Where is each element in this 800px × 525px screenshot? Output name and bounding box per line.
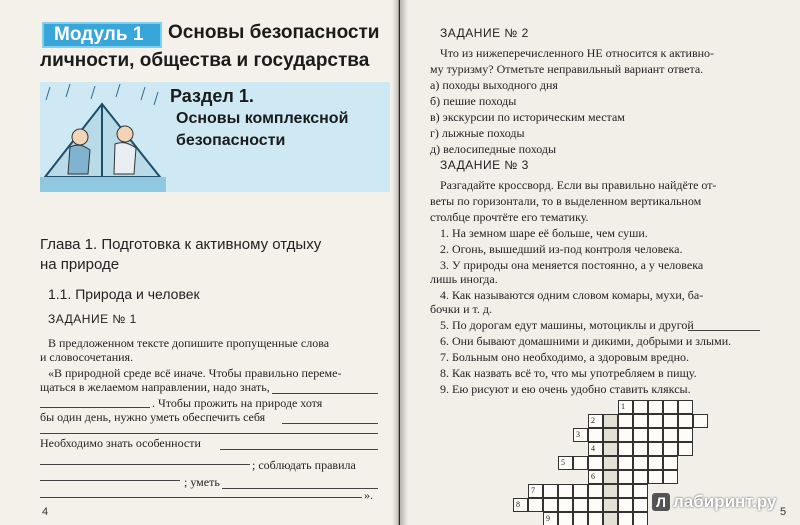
- crossword-cell[interactable]: [588, 484, 603, 498]
- blank-6[interactable]: [40, 464, 250, 465]
- book-gutter: [392, 0, 408, 525]
- crossword-cell[interactable]: [693, 414, 708, 428]
- crossword-cell[interactable]: [558, 484, 573, 498]
- crossword-cell[interactable]: [618, 442, 633, 456]
- crossword-cell[interactable]: [573, 498, 588, 512]
- crossword-cell[interactable]: [573, 456, 588, 470]
- crossword-cell[interactable]: [558, 512, 573, 525]
- watermark-mark-icon: Л: [652, 493, 670, 511]
- crossword-cell[interactable]: [603, 470, 618, 484]
- clue-3-cont: лишь иногда.: [430, 272, 498, 286]
- task-1-instruction-1: В предложенном тексте допишите пропущенные слова: [48, 336, 330, 350]
- task-2-question-2: му туризму? Отметьте неправильный вариант ответа.: [430, 62, 704, 76]
- clue-4: 4. Как называются одним словом комары, мухи, ба-: [440, 288, 704, 302]
- crossword-row-number: 5: [561, 458, 565, 467]
- task-2-question-1: Что из нижеперечисленного НЕ относится к активно-: [440, 46, 715, 60]
- crossword-cell[interactable]: [678, 400, 693, 414]
- crossword-cell[interactable]: [603, 456, 618, 470]
- chapter-title-line-2: на природе: [40, 256, 120, 273]
- clue-5-blank[interactable]: [688, 330, 760, 331]
- crossword-cell[interactable]: [663, 400, 678, 414]
- crossword-cell[interactable]: [543, 498, 558, 512]
- crossword-cell[interactable]: [663, 442, 678, 456]
- clue-8: 8. Как назвать всё то, что мы употребляем в пищу.: [440, 366, 697, 380]
- crossword-cell[interactable]: [543, 484, 558, 498]
- crossword-cell[interactable]: [603, 484, 618, 498]
- crossword-cell[interactable]: [618, 428, 633, 442]
- crossword-row-number: 8: [516, 500, 520, 509]
- crossword-row-number: 1: [621, 402, 625, 411]
- crossword-cell[interactable]: [663, 456, 678, 470]
- crossword-cell[interactable]: [588, 456, 603, 470]
- task-2-option-b[interactable]: б) пешие походы: [430, 94, 517, 108]
- task-2-option-a[interactable]: а) походы выходного дня: [430, 78, 558, 92]
- crossword-cell[interactable]: [588, 428, 603, 442]
- crossword-row-number: 4: [591, 444, 595, 453]
- crossword-cell[interactable]: [648, 428, 663, 442]
- crossword-cell[interactable]: [528, 498, 543, 512]
- clue-6: 6. Они бывают домашними и дикими, добрыми и злыми.: [440, 334, 732, 348]
- crossword-cell[interactable]: [633, 400, 648, 414]
- page-number-left: 4: [42, 506, 49, 518]
- crossword-cell[interactable]: [633, 484, 648, 498]
- clue-7: 7. Больным оно необходимо, а здоровым вредно.: [440, 350, 690, 364]
- crossword-cell[interactable]: [618, 456, 633, 470]
- crossword-cell[interactable]: [633, 512, 648, 525]
- crossword-cell[interactable]: [678, 442, 693, 456]
- crossword-cell[interactable]: [633, 442, 648, 456]
- blank-9[interactable]: [40, 497, 362, 498]
- task-1-instruction-2: и словосочетания.: [40, 350, 134, 364]
- right-page: [400, 0, 800, 525]
- clue-3: 3. У природы она меняется постоянно, а у человека: [440, 258, 704, 272]
- crossword-cell[interactable]: [633, 428, 648, 442]
- text-line-7: ; уметь: [184, 475, 220, 489]
- task-2-option-c[interactable]: в) экскурсии по историческим местам: [430, 110, 625, 124]
- task-2-title: ЗАДАНИЕ № 2: [440, 26, 529, 40]
- crossword-cell[interactable]: [618, 512, 633, 525]
- blank-2[interactable]: [40, 407, 150, 408]
- crossword-cell[interactable]: [603, 512, 618, 525]
- crossword-cell[interactable]: [573, 484, 588, 498]
- crossword-cell[interactable]: [588, 512, 603, 525]
- watermark-text: лабиринт.ру: [673, 492, 777, 511]
- blank-7[interactable]: [40, 480, 180, 481]
- blank-8[interactable]: [222, 488, 378, 489]
- task-2-option-e[interactable]: д) велосипедные походы: [430, 142, 557, 156]
- blank-1[interactable]: [272, 393, 378, 394]
- crossword-cell[interactable]: [618, 414, 633, 428]
- crossword-cell[interactable]: [648, 442, 663, 456]
- crossword-cell[interactable]: [663, 470, 678, 484]
- crossword-cell[interactable]: [648, 456, 663, 470]
- blank-3[interactable]: [282, 423, 378, 424]
- crossword-cell[interactable]: [633, 456, 648, 470]
- crossword-row-number: 2: [591, 416, 595, 425]
- crossword-cell[interactable]: [648, 400, 663, 414]
- watermark-logo: [652, 492, 776, 512]
- crossword-cell[interactable]: [588, 498, 603, 512]
- task-3-intro-1: Разгадайте кроссворд. Если вы правильно найдёте от-: [440, 178, 717, 192]
- subsection-title: 1.1. Природа и человек: [48, 286, 200, 302]
- crossword-cell[interactable]: [603, 428, 618, 442]
- crossword-cell[interactable]: [663, 428, 678, 442]
- crossword-cell[interactable]: [633, 470, 648, 484]
- section-label: Раздел 1.: [170, 86, 254, 106]
- crossword-row-number: 6: [591, 472, 595, 481]
- module-label: Модуль 1: [42, 22, 162, 48]
- clue-1: 1. На земном шаре её больше, чем суши.: [440, 226, 648, 240]
- text-line-4: бы один день, нужно уметь обеспечить себя: [40, 410, 266, 424]
- crossword-cell[interactable]: [648, 414, 663, 428]
- crossword-cell[interactable]: [603, 498, 618, 512]
- crossword-cell[interactable]: [633, 498, 648, 512]
- text-line-2: щаться в желаемом направлении, надо знать,: [40, 380, 270, 394]
- task-3-title: ЗАДАНИЕ № 3: [440, 158, 529, 172]
- task-3-intro-2: веты по горизонтали, то в выделенном вертикальном: [430, 194, 702, 208]
- crossword-cell[interactable]: [603, 442, 618, 456]
- tent-illustration: [40, 82, 166, 192]
- chapter-title-line-1: Глава 1. Подготовка к активному отдыху: [40, 236, 322, 253]
- clue-5: 5. По дорогам едут машины, мотоциклы и другой: [440, 318, 694, 332]
- crossword-cell[interactable]: [603, 414, 618, 428]
- text-line-5: Необходимо знать особенности: [40, 436, 201, 450]
- crossword-cell[interactable]: [678, 428, 693, 442]
- blank-5[interactable]: [220, 449, 378, 450]
- crossword-cell[interactable]: [633, 414, 648, 428]
- clue-9: 9. Ею рисуют и ею очень удобно ставить кляксы.: [440, 382, 691, 396]
- task-3-intro-3: столбце прочтёте его тематику.: [430, 210, 589, 224]
- crossword-row-number: 3: [576, 430, 580, 439]
- page-number-right: 5: [780, 506, 787, 518]
- crossword-cell[interactable]: [618, 498, 633, 512]
- crossword-cell[interactable]: [618, 484, 633, 498]
- task-2-option-d[interactable]: г) лыжные походы: [430, 126, 525, 140]
- text-line-6: ; соблюдать правила: [252, 458, 356, 472]
- clue-4-cont: бочки и т. д.: [430, 302, 492, 316]
- section-title-line-2: безопасности: [176, 132, 286, 149]
- section-title-line-1: Основы комплексной: [176, 110, 349, 127]
- module-title-line-2: личности, общества и государства: [40, 50, 370, 71]
- module-title-line-1: Основы безопасности: [168, 22, 380, 43]
- text-line-1: «В природной среде всё иначе. Чтобы правильно переме-: [48, 366, 342, 380]
- left-page: [0, 0, 399, 525]
- crossword-cell[interactable]: [618, 470, 633, 484]
- crossword-cell[interactable]: [648, 470, 663, 484]
- blank-4[interactable]: [40, 433, 378, 434]
- crossword-cell[interactable]: [573, 512, 588, 525]
- crossword-cell[interactable]: [558, 498, 573, 512]
- crossword-cell[interactable]: [678, 414, 693, 428]
- crossword-row-number: 9: [546, 514, 550, 523]
- text-line-8: ».: [364, 488, 373, 502]
- crossword-cell[interactable]: [663, 414, 678, 428]
- text-line-3: . Чтобы прожить на природе хотя: [152, 396, 323, 410]
- task-1-title: ЗАДАНИЕ № 1: [48, 312, 137, 326]
- crossword-row-number: 7: [531, 486, 535, 495]
- clue-2: 2. Огонь, вышедший из-под контроля человека.: [440, 242, 683, 256]
